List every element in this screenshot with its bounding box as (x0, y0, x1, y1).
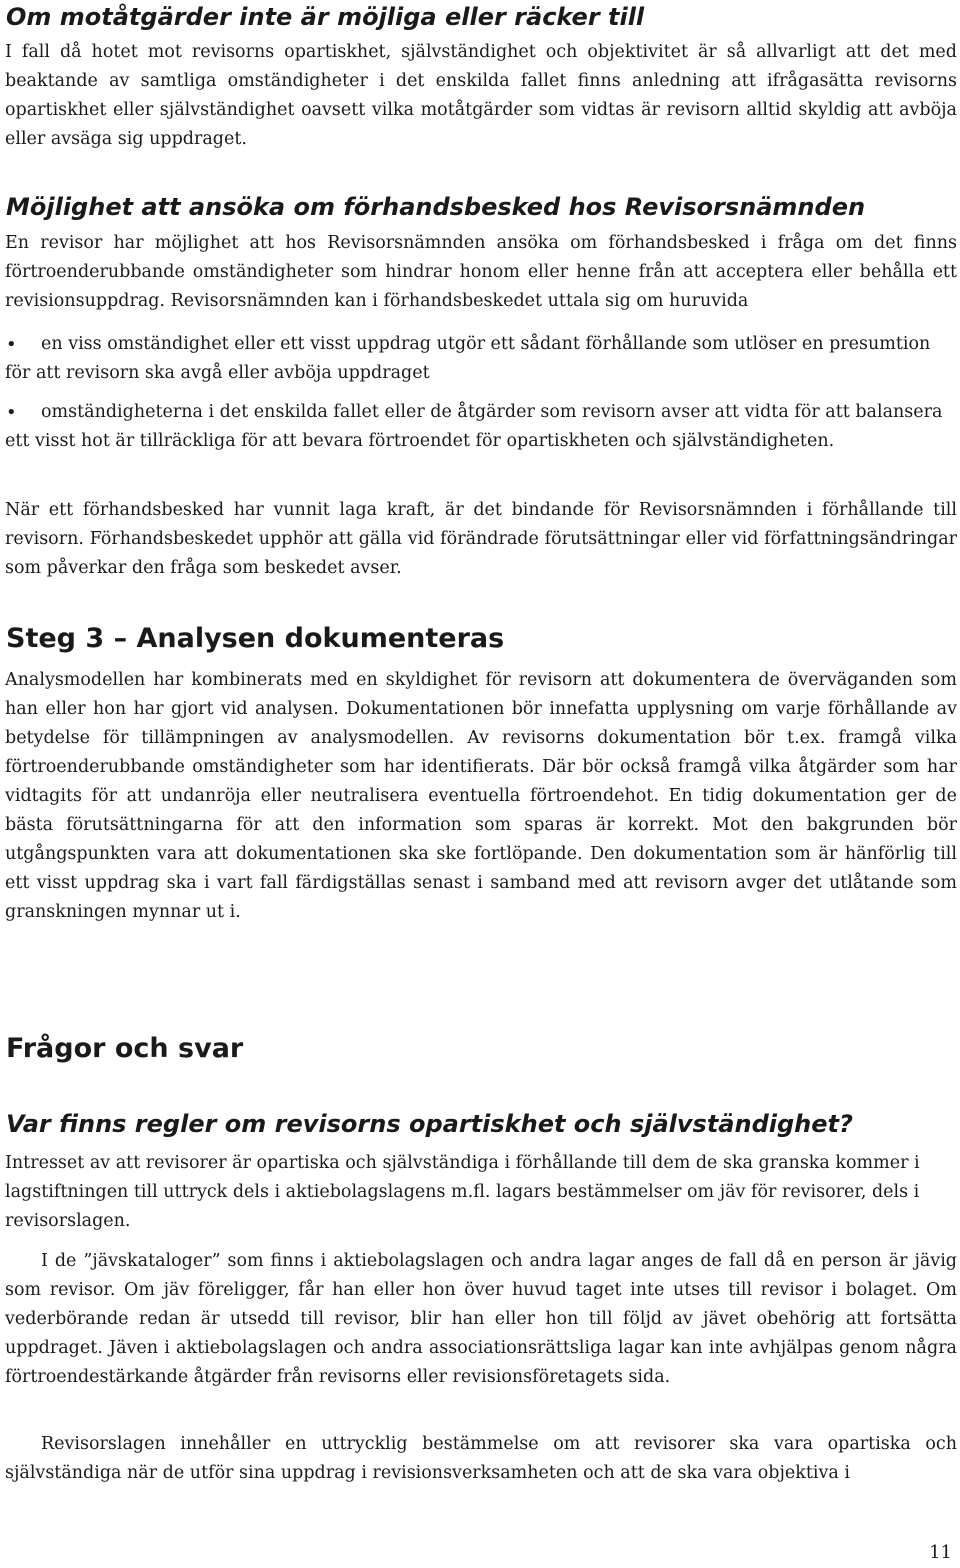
faq-paragraph: Intresset av att revisorer är opartiska och självständiga i förhållande till dem de ska granska kommer i lagstiftningen till uttryck dels i aktiebolagslagens m.fl. lagars bestämmelser om jäv för revisorer, dels i revisorslagen. (5, 1153, 920, 1231)
paragraph-countermeasures: I fall då hotet mot revisorns opartiskhet, självständighet och objektivitet är så allvarligt att det med beaktande av samtliga omständigheter i det enskilda fallet finns anledning att ifrågasätta revisorns opartiskhet eller självständighet oavsett vilka motåtgärder som vidtas är revisorn alltid skyldig att avböja eller avsäga sig uppdraget. (5, 42, 957, 149)
section-heading-step3: Steg 3 – Analysen dokumenteras (6, 623, 505, 654)
bullet-marker: • (6, 334, 17, 355)
page-number: 11 (929, 1542, 952, 1563)
paragraph-binding-ruling: När ett förhandsbesked har vunnit laga kraft, är det bindande för Revisorsnämnden i förhållande till revisorn. Förhandsbeskedet upphör att gälla vid förändrade förutsättningar eller vid författningsändringar som påverkar den fråga som beskedet avser. (5, 500, 957, 578)
section-heading-countermeasures: Om motåtgärder inte är möjliga eller räcker till (6, 3, 645, 31)
paragraph-documentation: Analysmodellen har kombinerats med en skyldighet för revisorn att dokumentera de överväganden som han eller hon har gjort vid analysen. Dokumentationen bör innefatta upplysning om varje förhållande av betydelse för tillämpningen av analysmodellen. Av revisorns dokumentation bör t.ex. framgå vilka förtroenderubbande omständigheter som har identifierats. Där bör också framgå vilka åtgärder som har vidtagits för att undanröja eller neutralisera eventuella förtroendehot. En tidig dokumentation ger de bästa förutsättningarna för att den information som sparas är korrekt. Mot den bakgrunden bör utgångspunkten vara att dokumentationen ska ske fortlöpande. Den dokumentation som är hänförlig till ett visst uppdrag ska i vart fall färdigställas senast i samband med att revisorn avger det utlåtande som granskningen mynnar ut i. (5, 670, 957, 922)
section-heading-faq: Frågor och svar (6, 1033, 244, 1064)
bullet-marker: • (6, 402, 17, 423)
bullet-item: omständigheterna i det enskilda fallet eller de åtgärder som revisorn avser att vidta för att balansera ett visst hot är tillräckliga för att bevara förtroendet för opartiskheten och självständigheten. (5, 402, 943, 451)
section-heading-advance-ruling: Möjlighet att ansöka om förhandsbesked hos Revisorsnämnden (6, 193, 866, 221)
bullet-item: en viss omständighet eller ett visst uppdrag utgör ett sådant förhållande som utlöser en presumtion för att revisorn ska avgå eller avböja uppdraget (5, 334, 931, 383)
faq-paragraph: I de ”jävskataloger” som finns i aktiebolagslagen och andra lagar anges de fall då en person är jävig som revisor. Om jäv föreligger, får han eller hon över huvud taget inte utses till revisor i bolaget. Om vederbörande redan är utsedd till revisor, blir han eller hon till följd av jävet obehörig att fortsätta uppdraget. Jäven i aktiebolagslagen och andra associationsrättsliga lagar kan inte avhjälpas genom några förtroendestärkande åtgärder från revisorns eller revisionsföretagets sida. (5, 1251, 957, 1387)
paragraph-advance-ruling: En revisor har möjlighet att hos Revisorsnämnden ansöka om förhandsbesked i fråga om det finns förtroenderubbande omständigheter som hindrar honom eller henne från att acceptera eller behålla ett revisionsuppdrag. Revisorsnämnden kan i förhandsbeskedet uttala sig om huruvida (5, 233, 957, 311)
faq-question-heading: Var finns regler om revisorns opartiskhet och självständighet? (6, 1110, 853, 1138)
faq-paragraph: Revisorslagen innehåller en uttrycklig bestämmelse om att revisorer ska vara opartiska och självständiga när de utför sina uppdrag i revisionsverksamheten och att de ska vara objektiva i (5, 1434, 957, 1483)
